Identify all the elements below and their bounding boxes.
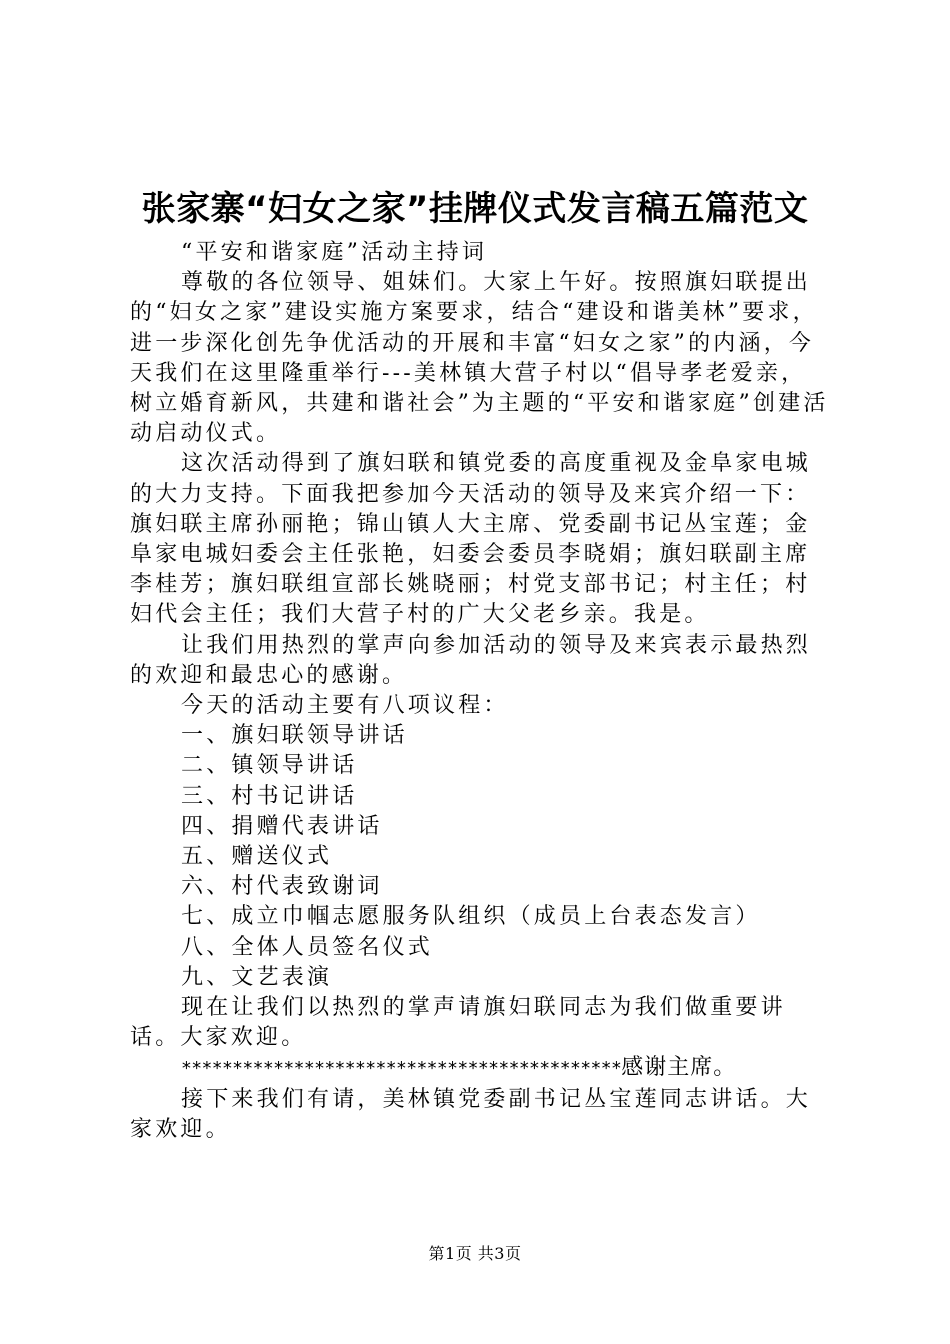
agenda-item-3: 三、村书记讲话	[181, 783, 358, 809]
paragraph-welcome: 让我们用热烈的掌声向参加活动的领导及来宾表示最热烈的欢迎和最忠心的感谢。	[130, 632, 812, 688]
agenda-item-6: 六、村代表致谢词	[181, 874, 383, 900]
agenda-item-9: 九、文艺表演	[181, 964, 333, 990]
agenda-item-5: 五、赠送仪式	[181, 844, 333, 870]
paragraph-introductions: 这次活动得到了旗妇联和镇党委的高度重视及金阜家电城的大力支持。下面我把参加今天活动的领导及来宾介绍一下：旗妇联主席孙丽艳；锦山镇人大主席、党委副书记丛宝莲；金阜家电城妇委会主任张艳，妇委会委员李晓娟；旗妇联副主席李桂芳；旗妇联组宣部长姚晓丽；村党支部书记；村主任；村妇代会主任；我们大营子村的广大父老乡亲。我是。	[130, 451, 812, 628]
asterisk-separator: *******************************************	[181, 1058, 622, 1080]
document-title: 张家寨“妇女之家”挂牌仪式发言稿五篇范文	[141, 189, 809, 229]
agenda-item-8: 八、全体人员签名仪式	[181, 934, 434, 960]
agenda-intro: 今天的活动主要有八项议程：	[181, 693, 509, 719]
agenda-item-7: 七、成立巾帼志愿服务队组织（成员上台表态发言）	[181, 904, 761, 930]
document-body	[130, 238, 830, 1145]
agenda-item-2: 二、镇领导讲话	[181, 753, 358, 779]
agenda-item-4: 四、捐赠代表讲话	[181, 813, 383, 839]
paragraph-invite-speech: 现在让我们以热烈的掌声请旗妇联同志为我们做重要讲话。大家欢迎。	[130, 995, 786, 1051]
thanks-text: 感谢主席。	[621, 1055, 737, 1081]
page-number-footer: 第1页 共3页	[428, 1244, 522, 1263]
paragraph-opening: 尊敬的各位领导、姐妹们。大家上午好。按照旗妇联提出的“妇女之家”建设实施方案要求，结合“建设和谐美林”要求，进一步深化创先争优活动的开展和丰富“妇女之家”的内涵，今天我们在这里隆重举行---美林镇大营子村以“倡导孝老爱亲，树立婚育新风，共建和谐社会”为主题的“平安和谐家庭”创建活动启动仪式。	[130, 270, 829, 447]
paragraph-thanks	[130, 1053, 830, 1084]
agenda-item-1: 一、旗妇联领导讲话	[181, 723, 408, 749]
section-heading: “平安和谐家庭”活动主持词	[181, 240, 488, 265]
paragraph-closing: 接下来我们有请，美林镇党委副书记丛宝莲同志讲话。大家欢迎。	[130, 1086, 812, 1142]
